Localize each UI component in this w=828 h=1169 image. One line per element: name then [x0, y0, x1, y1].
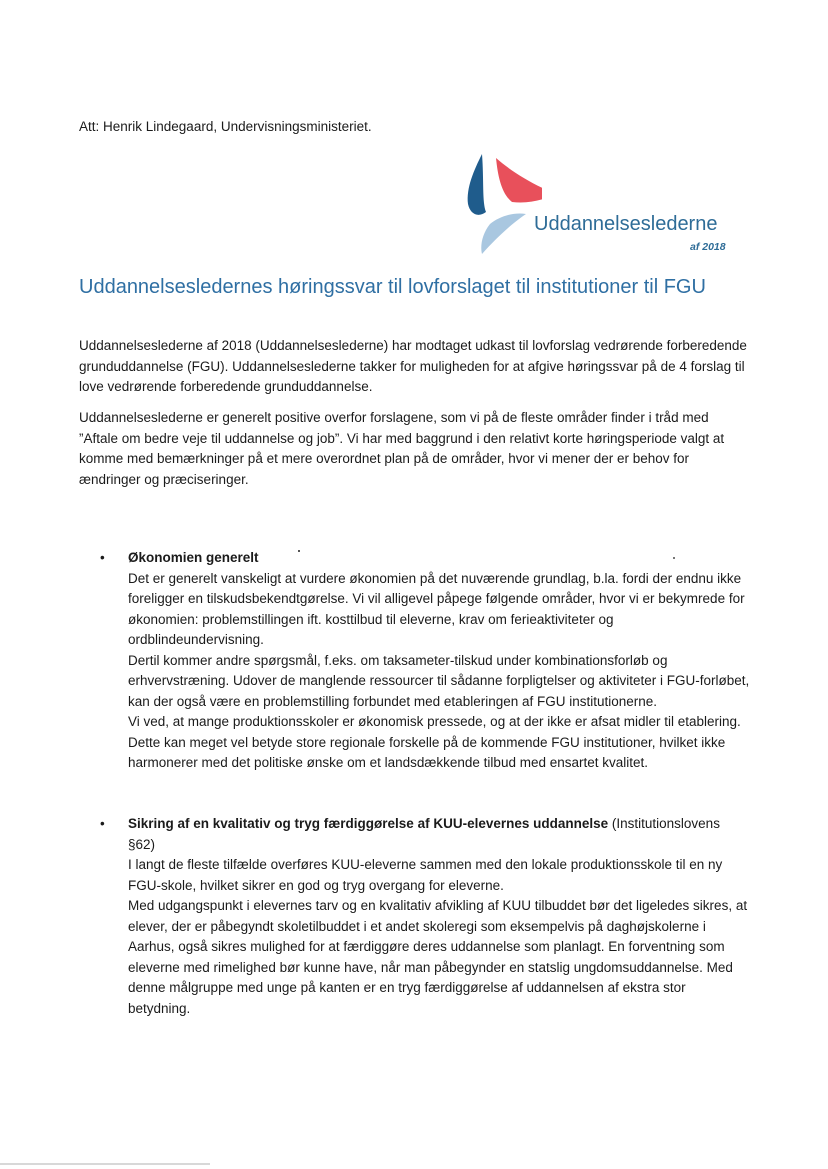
section-heading-reference: (Institutionslovens §62): [128, 816, 720, 852]
section-text: Det er generelt vanskeligt at vurdere økonomien på det nuværende grundlag, b.la. fordi der endnu ikke foreligger en tilskudsbekendtgørelse. Vi vil alligevel påpege følgende områder, hvor vi er bekymrede for økonomien: problemstillingen ift. kosttilbud til eleverne, krav om ferieaktiviteter og ordblindeundervisning.: [128, 570, 745, 647]
attention-line: Att: Henrik Lindegaard, Undervisningsministeriet.: [79, 119, 372, 134]
section-text: Dertil kommer andre spørgsmål, f.eks. om taksameter-tilskud under kombinationsforløb og erhvervstræning. Udover de manglende ressourcer til sådanne forpligtelser og aktiviteter i FGU-forløbet, kan der også være en problemstilling forbundet med etableringen af FGU institutionerne.: [128, 652, 750, 709]
logo-mark-icon: [462, 150, 542, 260]
logo-name: Uddannelseslederne: [534, 213, 718, 235]
section-kuu: [100, 814, 750, 1019]
section-text: Med udgangspunkt i elevernes tarv og en kvalitativ afvikling af KUU tilbuddet bør det ligeledes sikres, at elever, der er påbegyndt skoletilbuddet i et andet skoleregi som eksempelvis på daghøjskolerne i Aarhus, også sikres mulighed for at færdiggøre deres uddannelse som planlagt. En forventning som eleverne med rimelighed bør kunne have, når man påbegynder en statslig ungdomsuddannelse. Med denne målgruppe med unge på kanten er en tryg færdiggørelse af uddannelsen af ekstra stor betydning.: [128, 898, 748, 1016]
section-text: I langt de fleste tilfælde overføres KUU-eleverne sammen med den lokale produktionsskole til en ny FGU-skole, hvilket sikrer en god og tryg overgang for eleverne.: [128, 857, 723, 893]
bullet-icon: •: [100, 816, 105, 831]
section-economy: [100, 548, 750, 774]
section-heading: Økonomien generelt: [128, 550, 259, 565]
document-title: Uddannelsesledernes høringssvar til lovforslaget til institutioner til FGU: [79, 276, 706, 298]
bullet-icon: •: [100, 550, 105, 565]
intro-paragraph: Uddannelseslederne af 2018 (Uddannelseslederne) har modtaget udkast til lovforslag vedrørende forberedende grunduddannelse (FGU). Uddannelseslederne takker for muligheden for at afgive høringssvar på de 4 forslag til love vedrørende forberedende grunduddannelse.: [79, 338, 747, 394]
organization-logo: [462, 150, 762, 260]
scan-edge-line: [0, 1163, 210, 1165]
logo-year: af 2018: [690, 241, 726, 253]
section-body: [128, 814, 750, 1019]
section-heading: Sikring af en kvalitativ og tryg færdiggørelse af KUU-elevernes uddannelse: [128, 816, 609, 831]
position-paragraph: Uddannelseslederne er generelt positive overfor forslagene, som vi på de fleste områder finder i tråd med ”Aftale om bedre veje til uddannelse og job”. Vi har med baggrund i den relativt korte høringsperiode valgt at komme med bemærkninger på et mere overordnet plan på de områder, hvor vi mener der er behov for ændringer og præciseringer.: [79, 410, 725, 487]
section-text: Vi ved, at mange produktionsskoler er økonomisk pressede, og at der ikke er afsat midler til etablering. Dette kan meget vel betyde store regionale forskelle på de kommende FGU institutioner, hvilket ikke harmonerer med det politiske ønske om et landsdækkende tilbud med ensartet kvalitet.: [128, 714, 741, 770]
section-body: [128, 548, 750, 774]
